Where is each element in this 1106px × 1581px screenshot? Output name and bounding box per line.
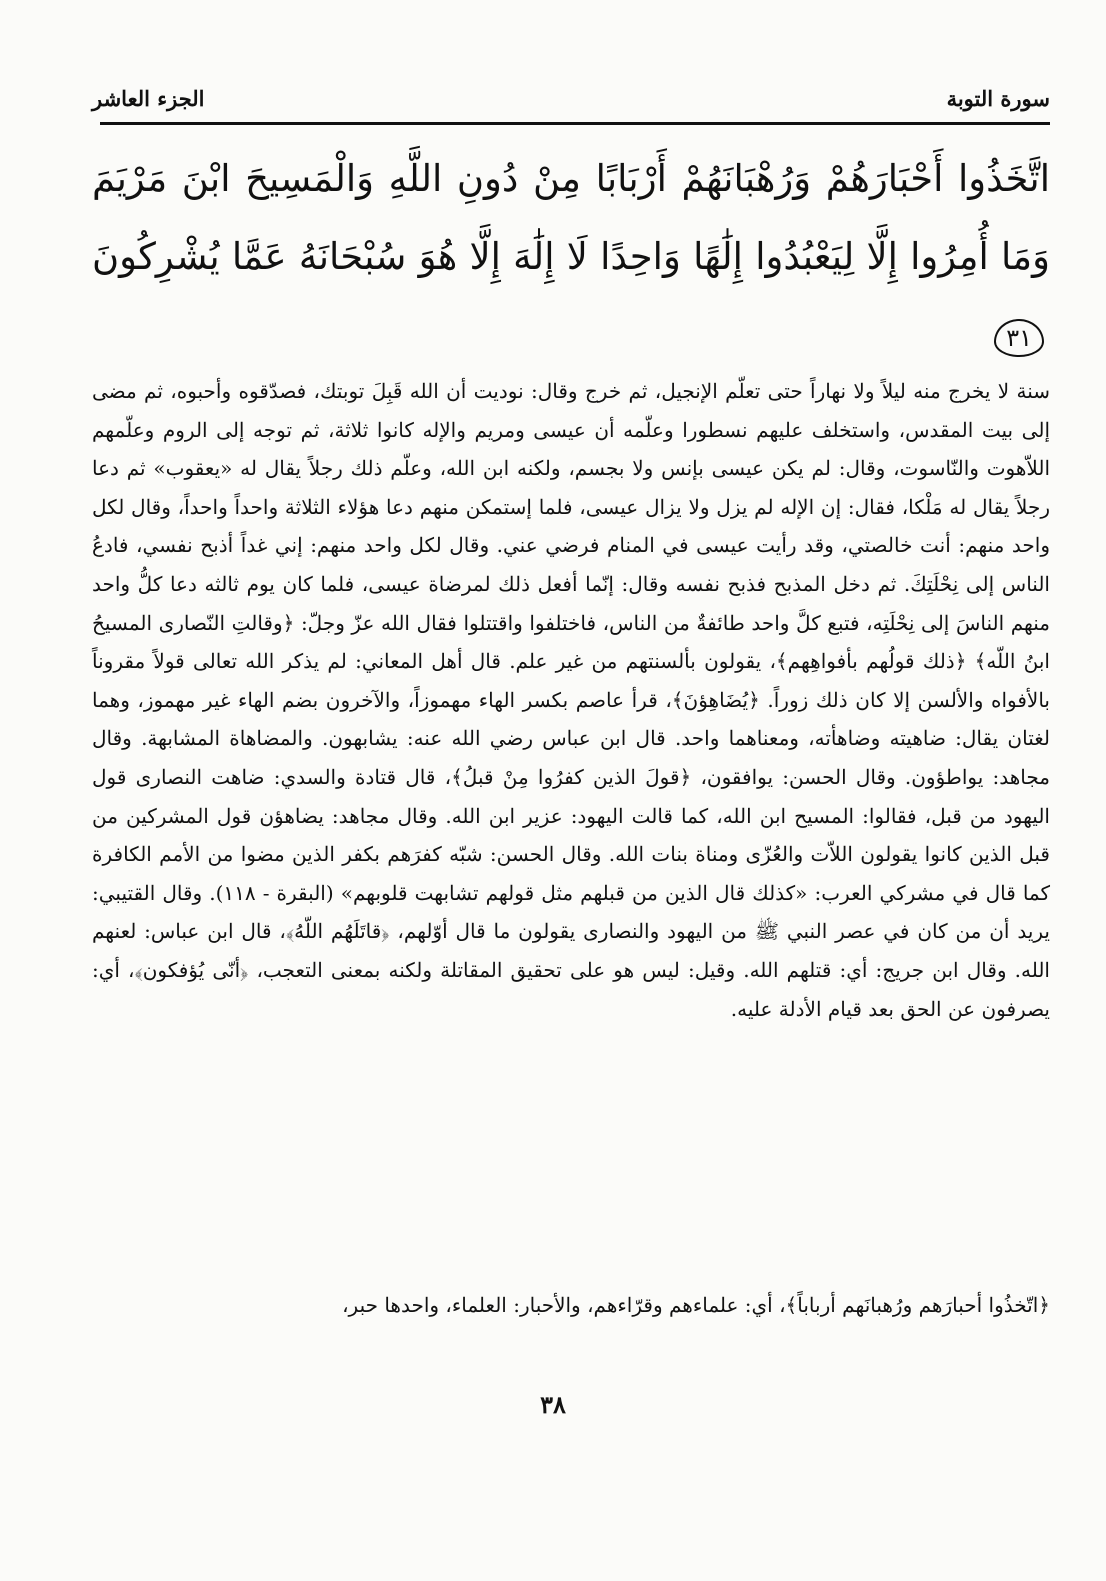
juz-title: الجزء العاشر bbox=[92, 86, 205, 111]
quran-verse bbox=[92, 140, 1050, 374]
page-header bbox=[92, 86, 1050, 116]
page-number: ٣٨ bbox=[540, 1390, 566, 1419]
next-verse-paragraph: ﴿اتّخذُوا أحبارَهم ورُهبانَهم أرباباً﴾، أي: علماءهم وقرّاءهم، والأحبار: العلماء، واحدها حبر، bbox=[342, 1293, 1050, 1317]
commentary-text bbox=[92, 372, 1050, 1028]
header-divider bbox=[100, 122, 1050, 125]
ayah-number-marker: ٣١ bbox=[994, 319, 1044, 357]
next-verse-commentary bbox=[92, 1286, 1050, 1324]
verse-text: اتَّخَذُوا أَحْبَارَهُمْ وَرُهْبَانَهُمْ أَرْبَابًا مِنْ دُونِ اللَّهِ وَالْمَسِيحَ ابْنَ مَرْيَمَ وَمَا أُمِرُوا إِلَّا لِيَعْبُدُوا إِلَٰهًا وَاحِدًا لَا إِلَٰهَ إِلَّا هُوَ سُبْحَانَهُ عَمَّا يُشْرِكُونَ bbox=[92, 157, 1050, 278]
surah-title: سورة التوبة bbox=[946, 86, 1050, 111]
commentary-paragraph: سنة لا يخرج منه ليلاً ولا نهاراً حتى تعلّم الإنجيل، ثم خرج وقال: نوديت أن الله قَبِلَ توبتك، فصدّقوه وأحبوه، ثم مضى إلى بيت المقدس، واستخلف عليهم نسطورا وعلّمه أن عيسى ومريم والإله كانوا ثلاثة، ثم توجه إلى الروم وعلّمهم اللاّهوت والنّاسوت، وقال: لم يكن عيسى بإنس ولا بجسم، ولكنه ابن الله، وعلّم ذلك رجلاً يقال له «يعقوب» ثم دعا رجلاً يقال له مَلْكا، فقال: إن الإله لم يزل ولا يزال عيسى، فلما إستمكن منهم دعا هؤلاء الثلاثة واحداً واحداً، وقال لكل واحد منهم: أنت خالصتي، وقد رأيت عيسى في المنام فرضي عني. وقال لكل واحد منهم: إني غداً أذبح نفسي، فادعُ الناس إلى نِحْلَتِكَ. ثم دخل المذبح فذبح نفسه وقال: إنّما أفعل ذلك لمرضاة عيسى، فلما كان يوم ثالثه دعا كلُّ واحد منهم الناسَ إلى نِحْلَتِه، فتبع كلَّ واحد طائفةٌ من الناس، فاختلفوا واقتتلوا فقال الله عزّ وجلّ: ﴿وقالتِ النّصارى المسيحُ ابنُ اللّه﴾ ﴿ذلك قولُهم بأفواهِهم﴾، يقولون بألسنتهم من غير علم. قال أهل المعاني: لم يذكر الله تعالى قولاً مقروناً بالأفواه والألسن إلا كان ذلك زوراً. ﴿يُضَاهِؤنَ﴾، قرأ عاصم بكسر الهاء مهموزاً، والآخرون بضم الهاء غير مهموز، وهما لغتان يقال: ضاهيته وضاهأته، ومعناهما واحد. قال ابن عباس رضي الله عنه: يشابهون. والمضاهاة المشابهة. وقال مجاهد: يواطؤون. وقال الحسن: يوافقون، ﴿قولَ الذين كفرُوا مِنْ قبلُ﴾، قال قتادة والسدي: ضاهت النصارى قول اليهود من قبل، فقالوا: المسيح ابن الله، كما قالت اليهود: عزير ابن الله. وقال مجاهد: يضاهؤن قول المشركين من قبل الذين كانوا يقولون اللاّت والعُزّى ومناة بنات الله. وقال الحسن: شبّه كفرَهم بكفر الذين مضوا من الأمم الكافرة كما قال في مشركي العرب: «كذلك قال الذين من قبلهم مثل قولهم تشابهت قلوبهم» (البقرة - ١١٨). وقال القتيبي: يريد أن من كان في عصر النبي ﷺ من اليهود والنصارى يقولون ما قال أوّلهم، ﴿قاتَلَهُم اللّهُ﴾، قال ابن عباس: لعنهم الله. وقال ابن جريج: أي: قتلهم الله. وقيل: ليس هو على تحقيق المقاتلة ولكنه بمعنى التعجب، ﴿أنّى يُؤفكون﴾، أي: يصرفون عن الحق بعد قيام الأدلة عليه. bbox=[92, 379, 1051, 1021]
